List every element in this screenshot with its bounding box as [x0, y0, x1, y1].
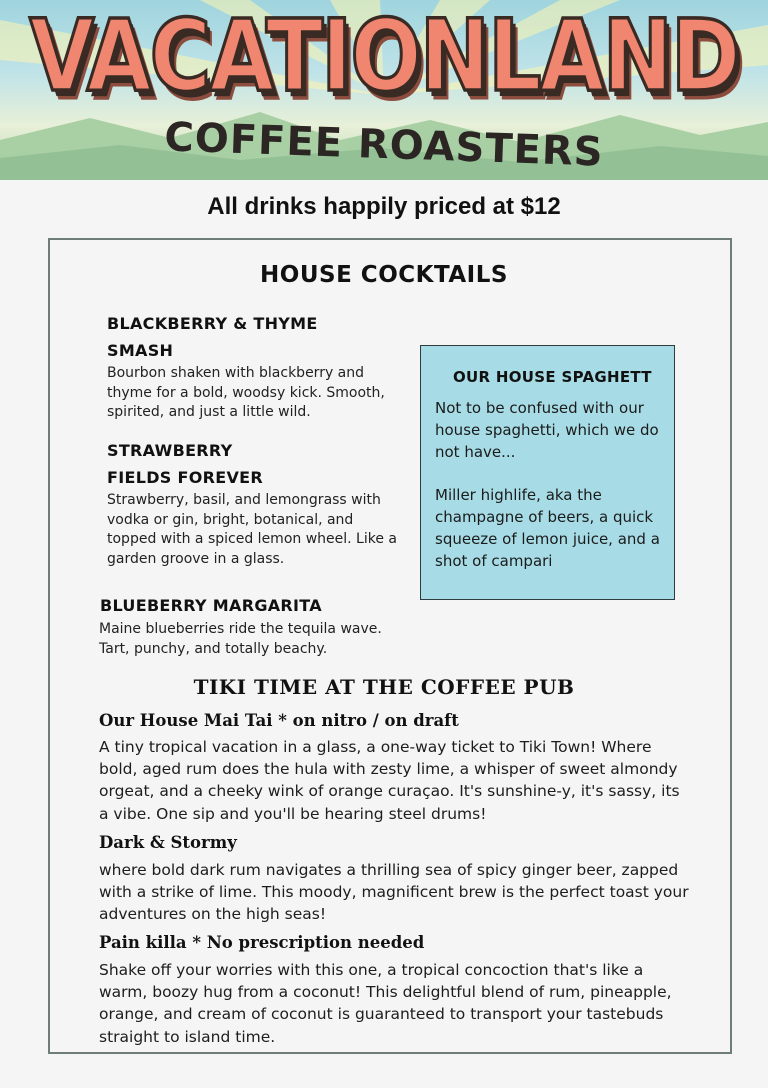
- brand-logo: VACATIONLAND: [29, 0, 739, 114]
- house-spaghett-paragraph-2: Miller highlife, aka the champagne of beers, a quick squeeze of lemon juice, and a shot of campari: [435, 486, 660, 570]
- blueberry-margarita-name: BLUEBERRY MARGARITA: [100, 596, 322, 615]
- blackberry-smash-name-2: SMASH: [107, 341, 174, 360]
- strawberry-fields-name-2: FIELDS FOREVER: [107, 468, 263, 487]
- brand-subtitle: COFFEE ROASTERS: [163, 114, 605, 176]
- strawberry-fields-description: Strawberry, basil, and lemongrass with vodka or gin, bright, botanical, and topped with a spiced lemon wheel. Like a garden groove in a glass.: [107, 492, 397, 567]
- blackberry-smash-name-1: BLACKBERRY & THYME: [107, 314, 318, 333]
- house-spaghett-text: [435, 398, 667, 572]
- tiki-time-title: TIKI TIME AT THE COFFEE PUB: [193, 675, 575, 699]
- pain-killa-description: Shake off your worries with this one, a tropical concoction that's like a warm, boozy hug from a coconut! This delightful blend of rum, pineapple, orange, and cream of coconut is guaranteed to transport your tastebuds straight to island time.: [99, 961, 672, 1046]
- mai-tai-name: Our House Mai Tai * on nitro / on draft: [99, 711, 459, 730]
- mai-tai-description: A tiny tropical vacation in a glass, a one-way ticket to Tiki Town! Where bold, aged rum does the hula with zesty lime, a whisper of sweet almondy orgeat, and a cheeky wink of orange curaçao. It's sunshine-y, it's sassy, its a vibe. One sip and you'll be hearing steel drums!: [99, 738, 680, 823]
- dark-stormy-description: where bold dark rum navigates a thrilling sea of spicy ginger beer, zapped with a strike of lime. This moody, magnificent brew is the perfect toast your adventures on the high seas!: [99, 861, 689, 924]
- pain-killa-name: Pain killa * No prescription needed: [99, 933, 425, 952]
- strawberry-fields-name-1: STRAWBERRY: [107, 441, 233, 460]
- header-banner: [0, 0, 768, 180]
- blackberry-smash-description: Bourbon shaken with blackberry and thyme for a bold, woodsy kick. Smooth, spirited, and just a little wild.: [107, 365, 385, 420]
- dark-stormy-name: Dark & Stormy: [99, 833, 237, 852]
- house-cocktails-title: HOUSE COCKTAILS: [260, 262, 508, 288]
- price-tagline: All drinks happily priced at $12: [207, 193, 561, 220]
- house-spaghett-paragraph-1: Not to be confused with our house spaghetti, which we do not have...: [435, 399, 659, 461]
- blueberry-margarita-description: Maine blueberries ride the tequila wave. Tart, punchy, and totally beachy.: [99, 621, 382, 657]
- house-spaghett-box: [420, 345, 675, 600]
- house-spaghett-title: OUR HOUSE SPAGHETT: [453, 368, 652, 386]
